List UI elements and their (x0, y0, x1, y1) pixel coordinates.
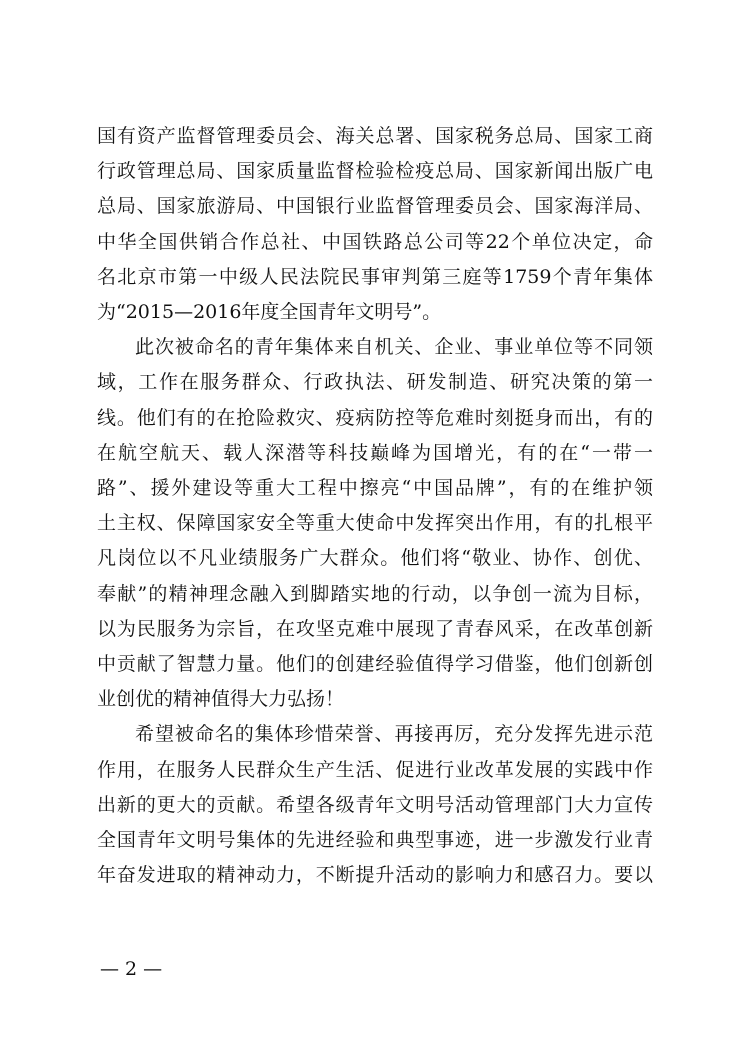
text-line: 行政管理总局、国家质量监督检验检疫总局、国家新闻出版广电 (97, 160, 653, 183)
text-line: 全国青年文明号集体的先进经验和典型事迹，进一步激发行业青 (97, 829, 653, 852)
text-line: 此次被命名的青年集体来自机关、企业、事业单位等不同领 (135, 336, 653, 359)
text-line: 总局、国家旅游局、中国银行业监督管理委员会、国家海洋局、 (97, 195, 653, 218)
text-line: 在航空航天、载人深潜等科技巅峰为国增光，有的在“一带一 (97, 441, 653, 464)
text-line: 域，工作在服务群众、行政执法、研发制造、研究决策的第一 (97, 371, 653, 394)
paragraph-1 (97, 119, 653, 330)
text-line: 出新的更大的贡献。希望各级青年文明号活动管理部门大力宣传 (97, 793, 653, 816)
text-line: 线。他们有的在抢险救灾、疫病防控等危难时刻挺身而出，有的 (97, 406, 653, 429)
text-line: 奉献”的精神理念融入到脚踏实地的行动，以争创一流为目标， (97, 582, 653, 605)
text-line: 凡岗位以不凡业绩服务广大群众。他们将“敬业、协作、创优、 (97, 547, 653, 570)
text-line: 希望被命名的集体珍惜荣誉、再接再厉，充分发挥先进示范 (135, 723, 653, 746)
document-body (97, 119, 653, 893)
page-number: — 2 — (100, 958, 163, 980)
text-line: 国有资产监督管理委员会、海关总署、国家税务总局、国家工商 (97, 125, 653, 147)
text-line: 中华全国供销合作总社、中国铁路总公司等22个单位决定，命 (97, 230, 653, 253)
text-line: 年奋发进取的精神动力，不断提升活动的影响力和感召力。要以 (97, 864, 653, 887)
text-line: 业创优的精神值得大力弘扬！ (97, 688, 345, 711)
text-line: 土主权、保障国家安全等重大使命中发挥突出作用，有的扎根平 (97, 512, 653, 535)
text-line: 路”、援外建设等重大工程中擦亮“中国品牌”，有的在维护领 (97, 477, 653, 500)
paragraph-3 (97, 717, 653, 893)
paragraph-2 (97, 330, 653, 717)
text-line: 名北京市第一中级人民法院民事审判第三庭等1759个青年集体 (97, 265, 653, 288)
text-line: 为“2015—2016年度全国青年文明号”。 (97, 301, 442, 324)
text-line: 以为民服务为宗旨，在攻坚克难中展现了青春风采，在改革创新 (97, 617, 653, 640)
text-line: 作用，在服务人民群众生产生活、促进行业改革发展的实践中作 (97, 758, 653, 781)
text-line: 中贡献了智慧力量。他们的创建经验值得学习借鉴，他们创新创 (97, 653, 653, 676)
